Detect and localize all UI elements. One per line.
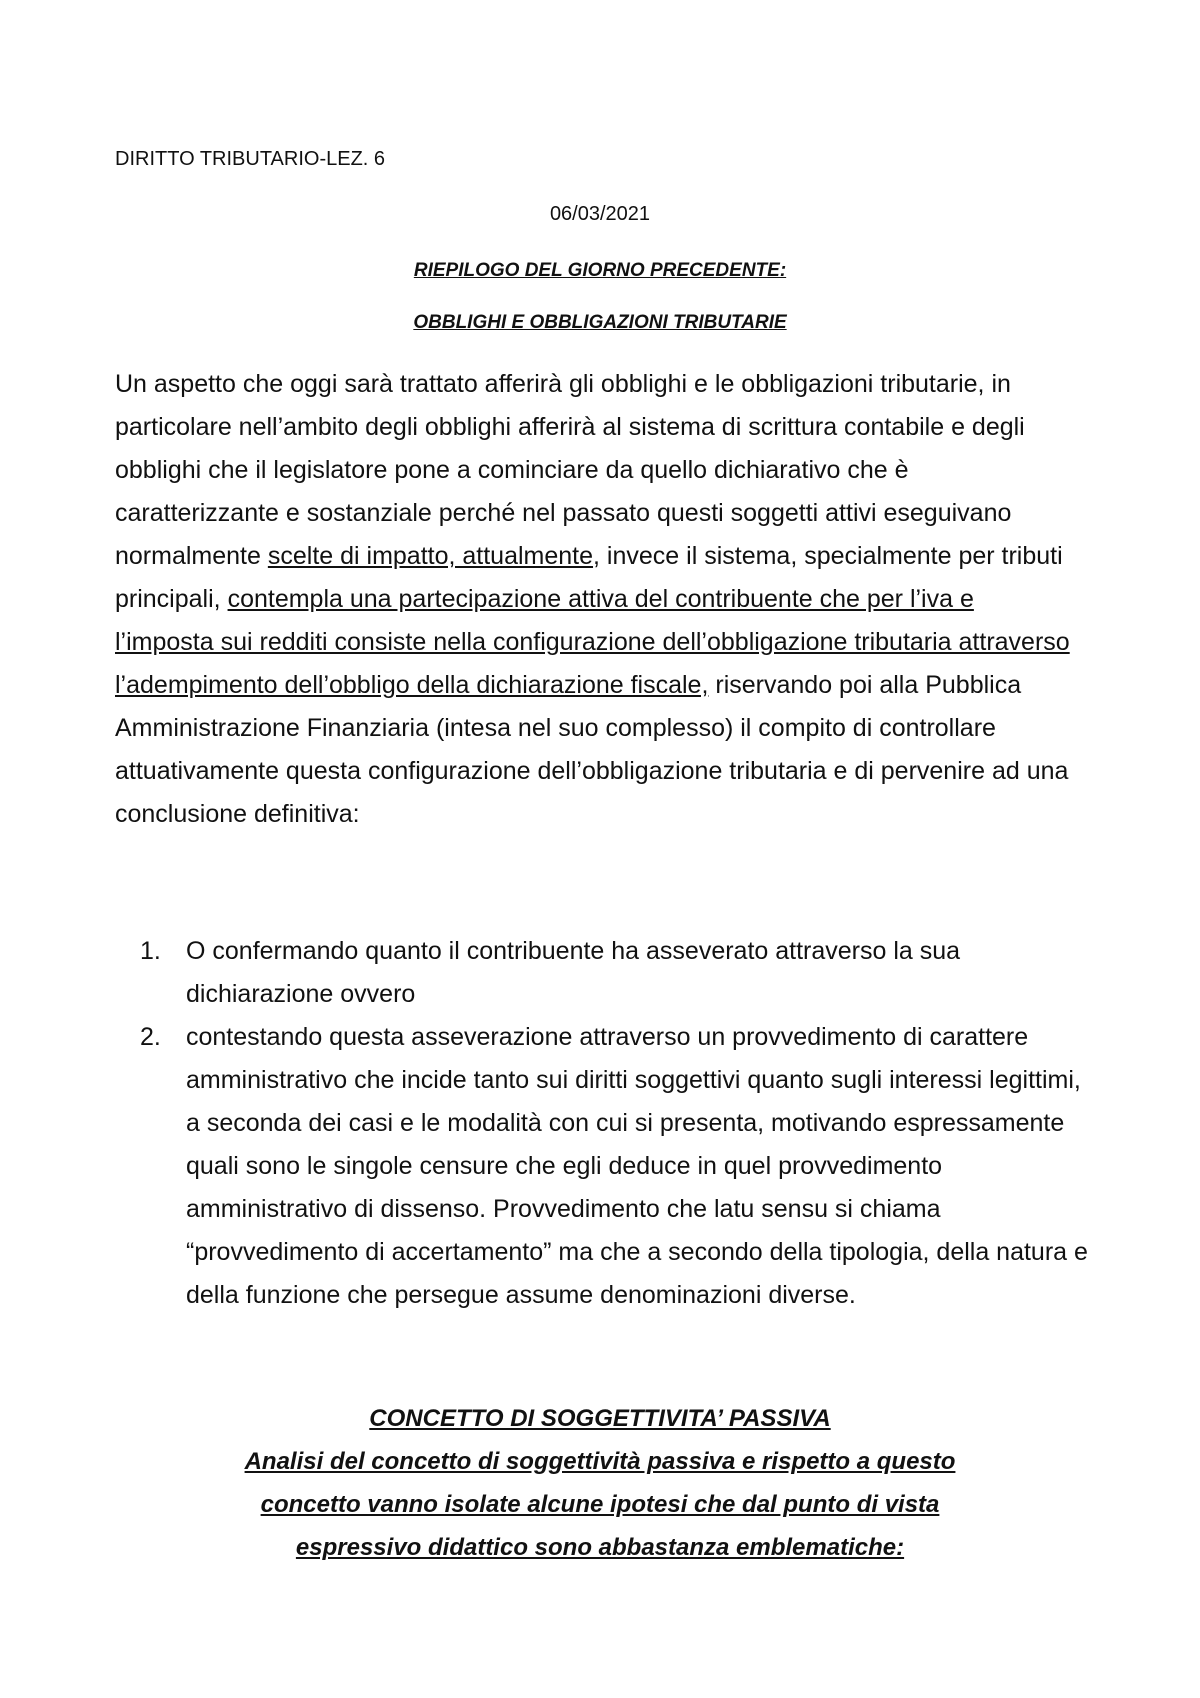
section-subtitle-line: concetto vanno isolate alcune ipotesi che dal punto di vista	[260, 1491, 940, 1518]
paragraph-text-2: , invece il sistema, specialmente per tributi principali,	[115, 542, 1063, 613]
list-item-text: O confermando quanto il contribuente ha asseverato attraverso la sua dichiarazione ovvero	[186, 937, 961, 1008]
document-date: 06/03/2021	[549, 203, 651, 225]
list-item	[115, 930, 1095, 1016]
recap-title: RIEPILOGO DEL GIORNO PRECEDENTE:	[413, 260, 787, 281]
paragraph-text-1: Un aspetto che oggi sarà trattato afferirà gli obblighi e le obbligazioni tributarie, in particolare nell’ambito degli obblighi afferirà al sistema di scrittura contabile e degli obblighi che il legislatore pone a cominciare da quello dichiarativo che è caratterizzante e sostanziale perché nel passato questi soggetti attivi eseguivano normalmente	[115, 370, 1025, 570]
paragraph-text-3: riservando poi alla Pubblica Amministrazione Finanziaria (intesa nel suo complesso) il compito di controllare attuativamente questa configurazione dell’obbligazione tributaria e di pervenire ad una conclusione definitiva:	[115, 671, 1069, 828]
section-subtitle-line: Analisi del concetto di soggettività passiva e rispetto a questo	[244, 1448, 956, 1475]
list-item-text: contestando questa asseverazione attraverso un provvedimento di carattere amministrativo che incide tanto sui diritti soggettivi quanto sugli interessi legittimi, a seconda dei casi e le modalità con cui si presenta, motivando espressamente quali sono le singole censure che egli deduce in quel provvedimento amministrativo di dissenso. Provvedimento che latu sensu si chiama “provvedimento di accertamento” ma che a secondo della tipologia, della natura e della funzione che persegue assume denominazioni diverse.	[186, 1023, 1088, 1309]
numbered-list	[115, 930, 1095, 1317]
passive-subjectivity-section	[0, 1397, 1200, 1569]
intro-paragraph	[115, 363, 1075, 836]
list-item-number: 1.	[140, 937, 161, 965]
paragraph-underline-2: contempla una partecipazione attiva del contribuente che per l’iva e l’imposta sui redditi consiste nella configurazione dell’obbligazione tributaria attraverso l’adempimento dell’obbligo della dichiarazione fiscale,	[115, 585, 1070, 699]
obligations-title: OBBLIGHI E OBBLIGAZIONI TRIBUTARIE	[413, 312, 787, 333]
section-title: CONCETTO DI SOGGETTIVITA’ PASSIVA	[369, 1405, 831, 1432]
document-heading: DIRITTO TRIBUTARIO-LEZ. 6	[115, 148, 386, 170]
list-item	[115, 1016, 1095, 1317]
paragraph-underline-1: scelte di impatto, attualmente	[267, 542, 594, 570]
section-subtitle-line: espressivo didattico sono abbastanza emblematiche:	[295, 1534, 905, 1561]
list-item-number: 2.	[140, 1023, 161, 1051]
